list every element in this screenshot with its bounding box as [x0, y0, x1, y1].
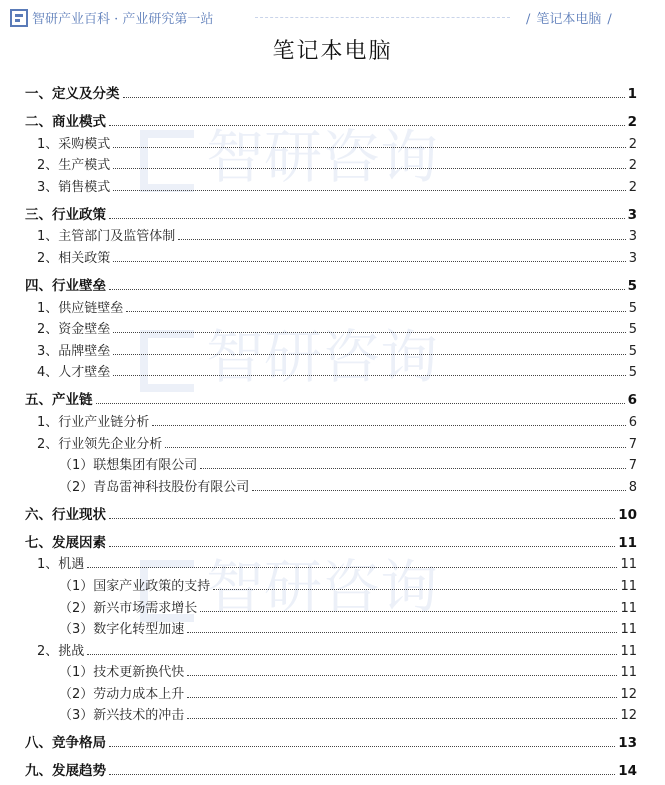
- toc-dot-leader: [178, 239, 625, 240]
- table-of-contents: [25, 78, 637, 779]
- toc-dot-leader: [213, 589, 617, 590]
- toc-entry[interactable]: [25, 408, 637, 430]
- toc-entry[interactable]: [25, 616, 637, 638]
- toc-entry[interactable]: [25, 384, 637, 408]
- toc-dot-leader: [113, 147, 625, 148]
- slash-separator-left: /: [526, 12, 531, 27]
- brand-name: 智研产业百科 · 产业研究第一站: [32, 12, 214, 27]
- toc-entry[interactable]: [25, 594, 637, 616]
- brand-logo-icon: [10, 9, 28, 27]
- toc-dot-leader: [123, 97, 625, 98]
- toc-entry-page-number: 2: [628, 158, 637, 174]
- toc-entry-page-number: 5: [628, 365, 637, 381]
- toc-entry-page-number: 14: [618, 763, 637, 780]
- toc-entry[interactable]: [25, 106, 637, 130]
- toc-entry[interactable]: [25, 755, 637, 779]
- toc-entry-page-number: 13: [618, 735, 637, 752]
- toc-entry-label: 五、产业链: [25, 392, 93, 409]
- toc-dot-leader: [187, 675, 617, 676]
- document-tag: [520, 8, 618, 27]
- toc-entry-label: 2、相关政策: [37, 250, 111, 266]
- toc-entry-label: （1）国家产业政策的支持: [59, 578, 211, 594]
- toc-dot-leader: [126, 311, 625, 312]
- toc-entry[interactable]: [25, 223, 637, 245]
- toc-entry[interactable]: [25, 316, 637, 338]
- toc-entry-label: 1、主管部门及监管体制: [37, 229, 176, 245]
- toc-entry-page-number: 11: [620, 665, 637, 681]
- watermark-middle: 智研咨询: [140, 310, 438, 394]
- toc-entry-label: 三、行业政策: [25, 206, 106, 223]
- toc-entry-page-number: 11: [620, 600, 637, 616]
- toc-entry[interactable]: [25, 727, 637, 751]
- toc-dot-leader: [109, 218, 625, 219]
- toc-entry-page-number: 5: [628, 343, 637, 359]
- toc-entry[interactable]: [25, 659, 637, 681]
- toc-entry-label: 九、发展趋势: [25, 763, 106, 780]
- toc-entry-page-number: 11: [620, 622, 637, 638]
- toc-dot-leader: [87, 567, 617, 568]
- toc-entry-label: 一、定义及分类: [25, 86, 120, 102]
- toc-dot-leader: [187, 697, 617, 698]
- toc-entry-label: 1、供应链壁垒: [37, 300, 124, 316]
- toc-dot-leader: [113, 332, 625, 333]
- toc-dot-leader: [113, 261, 625, 262]
- toc-entry-page-number: 6: [628, 414, 637, 430]
- toc-dot-leader: [187, 632, 617, 633]
- toc-dot-leader: [109, 125, 625, 126]
- toc-entry-label: 3、销售模式: [37, 179, 111, 195]
- toc-entry-label: （2）青岛雷神科技股份有限公司: [59, 479, 250, 495]
- page-header: [0, 0, 665, 34]
- toc-entry-label: 2、行业领先企业分析: [37, 436, 163, 452]
- toc-dot-leader: [96, 403, 625, 404]
- toc-dot-leader: [113, 168, 625, 169]
- toc-entry-page-number: 3: [628, 229, 637, 245]
- toc-entry[interactable]: [25, 430, 637, 452]
- toc-entry-page-number: 2: [628, 136, 637, 152]
- toc-entry-label: （1）联想集团有限公司: [59, 458, 198, 474]
- toc-entry[interactable]: [25, 78, 637, 102]
- toc-dot-leader: [109, 774, 615, 775]
- slash-separator-right: /: [607, 12, 612, 27]
- toc-dot-leader: [252, 490, 625, 491]
- toc-entry[interactable]: [25, 473, 637, 495]
- toc-entry[interactable]: [25, 173, 637, 195]
- toc-entry[interactable]: [25, 294, 637, 316]
- toc-entry-label: 二、商业模式: [25, 114, 106, 130]
- toc-entry-label: 1、行业产业链分析: [37, 414, 150, 430]
- toc-entry[interactable]: [25, 680, 637, 702]
- toc-entry-page-number: 3: [627, 206, 637, 223]
- toc-dot-leader: [87, 654, 617, 655]
- toc-entry-page-number: 11: [620, 643, 637, 659]
- toc-entry-page-number: 2: [628, 179, 637, 195]
- toc-entry-label: 2、资金壁垒: [37, 322, 111, 338]
- toc-entry[interactable]: [25, 244, 637, 266]
- toc-entry[interactable]: [25, 337, 637, 359]
- toc-entry-label: （3）数字化转型加速: [59, 622, 185, 638]
- toc-entry-label: 1、采购模式: [37, 136, 111, 152]
- toc-entry-page-number: 7: [628, 458, 637, 474]
- page-title: 笔记本电脑: [272, 39, 393, 64]
- toc-entry[interactable]: [25, 637, 637, 659]
- toc-dot-leader: [109, 746, 615, 747]
- toc-entry-page-number: 6: [627, 392, 637, 409]
- toc-entry-page-number: 1: [627, 86, 637, 102]
- toc-dot-leader: [187, 718, 617, 719]
- watermark-bottom: 智研咨询: [140, 540, 438, 624]
- toc-entry-label: 四、行业壁垒: [25, 277, 106, 294]
- toc-entry-page-number: 11: [618, 534, 637, 551]
- toc-entry-page-number: 5: [628, 322, 637, 338]
- toc-dot-leader: [109, 546, 615, 547]
- toc-entry-page-number: 11: [620, 557, 637, 573]
- toc-entry[interactable]: [25, 270, 637, 294]
- toc-entry-label: 3、品牌壁垒: [37, 343, 111, 359]
- toc-entry-label: 1、机遇: [37, 557, 85, 573]
- toc-dot-leader: [109, 518, 615, 519]
- toc-entry-label: （3）新兴技术的冲击: [59, 708, 185, 724]
- toc-entry-page-number: 10: [618, 506, 637, 523]
- toc-entry-label: （1）技术更新换代快: [59, 665, 185, 681]
- toc-entry[interactable]: [25, 130, 637, 152]
- toc-entry-label: 2、生产模式: [37, 158, 111, 174]
- toc-dot-leader: [113, 354, 625, 355]
- toc-entry-label: 七、发展因素: [25, 534, 106, 551]
- header-divider: [255, 17, 510, 18]
- toc-dot-leader: [152, 425, 625, 426]
- toc-entry-page-number: 3: [628, 250, 637, 266]
- toc-dot-leader: [165, 447, 625, 448]
- toc-entry[interactable]: [25, 551, 637, 573]
- toc-entry-page-number: 5: [628, 300, 637, 316]
- toc-entry-label: 2、挑战: [37, 643, 85, 659]
- toc-entry-page-number: 12: [620, 708, 637, 724]
- toc-entry-label: 4、人才壁垒: [37, 365, 111, 381]
- toc-entry-page-number: 12: [620, 686, 637, 702]
- watermark-top: 智研咨询: [140, 110, 438, 194]
- toc-dot-leader: [200, 611, 617, 612]
- toc-entry-label: （2）劳动力成本上升: [59, 686, 185, 702]
- toc-entry[interactable]: [25, 499, 637, 523]
- toc-entry-page-number: 8: [628, 479, 637, 495]
- toc-entry[interactable]: [25, 152, 637, 174]
- toc-entry-page-number: 5: [627, 277, 637, 294]
- toc-entry-label: 八、竞争格局: [25, 735, 106, 752]
- document-tag-label: 笔记本电脑: [536, 12, 602, 27]
- toc-entry[interactable]: [25, 527, 637, 551]
- toc-entry-label: 六、行业现状: [25, 506, 106, 523]
- toc-entry-page-number: 2: [627, 114, 637, 130]
- toc-entry[interactable]: [25, 199, 637, 223]
- toc-dot-leader: [200, 468, 625, 469]
- toc-entry[interactable]: [25, 359, 637, 381]
- toc-entry-page-number: 11: [620, 578, 637, 594]
- toc-entry[interactable]: [25, 572, 637, 594]
- toc-entry-label: （2）新兴市场需求增长: [59, 600, 198, 616]
- toc-entry[interactable]: [25, 452, 637, 474]
- toc-entry[interactable]: [25, 702, 637, 724]
- toc-dot-leader: [109, 289, 625, 290]
- toc-entry-page-number: 7: [628, 436, 637, 452]
- toc-dot-leader: [113, 190, 625, 191]
- toc-dot-leader: [113, 375, 625, 376]
